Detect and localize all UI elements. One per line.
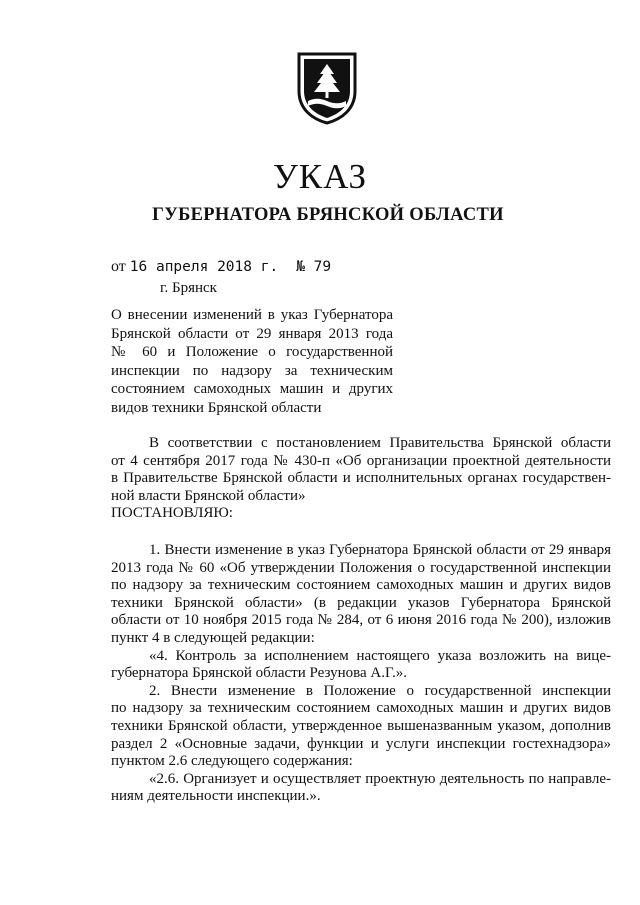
decree-date: 16 апреля 2018 г. <box>129 259 279 275</box>
preamble-paragraph <box>111 435 611 523</box>
subject-line: состоянием самоходных машин и других <box>111 381 393 397</box>
item-2-line: техники Брянской области, утвержденное вышеназванным указом, дополнив <box>111 717 611 734</box>
preamble-line: ной власти Брянской области» <box>111 487 306 504</box>
preamble-line: В соответствии с постановлением Правительства Брянской области <box>149 435 611 451</box>
subject-line: видов техники Брянской области <box>111 399 322 416</box>
preamble-line: от 4 сентября 2017 года № 430-п «Об организации проектной деятельности <box>111 452 611 469</box>
item-1-quote-line: губернатора Брянской области Резунова А.Г.». <box>111 665 407 682</box>
decree-number: № 79 <box>296 259 332 275</box>
bryansk-coat-of-arms-icon <box>296 51 358 125</box>
subject-line: инспекции по надзору за техническим <box>111 362 393 379</box>
item-2-quote-line: «2.6. Организует и осуществляет проектную деятельность по направле- <box>149 770 611 787</box>
subject-line: № 60 и Положение о государственной <box>111 344 393 360</box>
item-1-quote-line: «4. Контроль за исполнением настоящего указа возложить на вице- <box>149 647 611 664</box>
resolution-word: ПОСТАНОВЛЯЮ: <box>111 505 233 522</box>
date-prefix: от <box>111 258 126 275</box>
item-1-line: 2013 года № 60 «Об утверждении Положения о государственной инспекции <box>111 559 611 576</box>
item-1-line: области от 10 ноября 2015 года № 284, от 6 июня 2016 года № 200), изложив <box>111 612 611 629</box>
item-1-line: по надзору за техническим состоянием самоходных машин и других видов <box>111 577 611 594</box>
decree-subject <box>111 306 393 417</box>
item-2-line: по надзору за техническим состоянием самоходных машин и других видов <box>111 700 611 717</box>
item-1-line: техники Брянской области» (в редакции указов Губернатора Брянской <box>111 594 611 611</box>
subject-line: Брянской области от 29 января 2013 года <box>111 325 393 342</box>
decree-city: г. Брянск <box>160 280 217 296</box>
item-1-paragraph <box>111 542 611 683</box>
document-issuer: ГУБЕРНАТОРА БРЯНСКОЙ ОБЛАСТИ <box>152 205 504 225</box>
item-2-paragraph <box>111 683 611 806</box>
preamble-line: в Правительстве Брянской области и исполнительных органах государствен- <box>111 470 611 487</box>
item-2-line: пунктом 2.6 следующего содержания: <box>111 753 353 770</box>
document-title: УКАЗ <box>272 157 368 196</box>
item-2-line: 2. Внести изменение в Положение о государственной инспекции <box>149 682 611 699</box>
item-2-quote-line: ниям деятельности инспекции.». <box>111 788 321 805</box>
item-1-line: пункт 4 в следующей редакции: <box>111 629 315 646</box>
decree-body <box>111 435 611 806</box>
decree-date-line <box>111 257 331 277</box>
item-2-line: раздел 2 «Основные задачи, функции и услуги инспекции гостехнадзора» <box>111 735 611 752</box>
item-1-line: 1. Внести изменение в указ Губернатора Брянской области от 29 января <box>149 541 611 558</box>
subject-line: О внесении изменений в указ Губернатора <box>111 307 393 323</box>
